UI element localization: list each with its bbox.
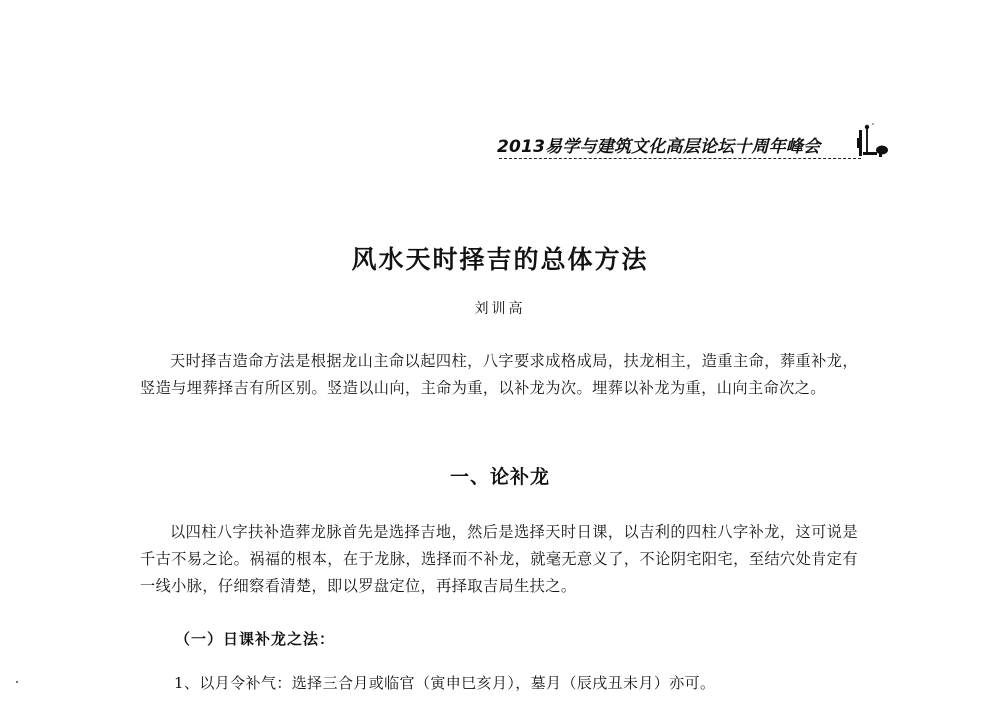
running-header (497, 128, 852, 160)
section-heading: 一、论补龙 (449, 466, 550, 488)
scan-artifact (16, 681, 18, 683)
article-author: 刘训高 (474, 301, 526, 317)
body-paragraph: 以四柱八字扶补造葬龙脉首先是选择吉地，然后是选择天时日课，以吉利的四柱八字补龙，这可说是千古不易之论。祸福的根本，在于龙脉，选择而不补龙，就毫无意义了，不论阴宅阳宅，至结穴处肯定有一线小脉，仔细察看清楚，即以罗盘定位，再择取吉局生扶之。 (140, 523, 858, 595)
decorative-ink-logo-icon (855, 118, 895, 160)
body-paragraph: 天时择吉造命方法是根据龙山主命以起四柱，八字要求成格成局，扶龙相主，造重主命，葬重补龙，竖造与埋葬择吉有所区别。竖造以山向，主命为重，以补龙为次。埋葬以补龙为重，山向主命次之。 (140, 352, 858, 397)
running-header-text: 2013易学与建筑文化高层论坛十周年峰会 (497, 137, 821, 157)
header-dashed-rule (499, 158, 861, 159)
sub-heading: （一）日课补龙之法： (175, 630, 336, 648)
article-title: 风水天时择吉的总体方法 (351, 245, 649, 274)
list-item: 1、以月令补气：选择三合月或临官（寅申巳亥月），墓月（辰戌丑未月）亦可。 (174, 674, 716, 692)
